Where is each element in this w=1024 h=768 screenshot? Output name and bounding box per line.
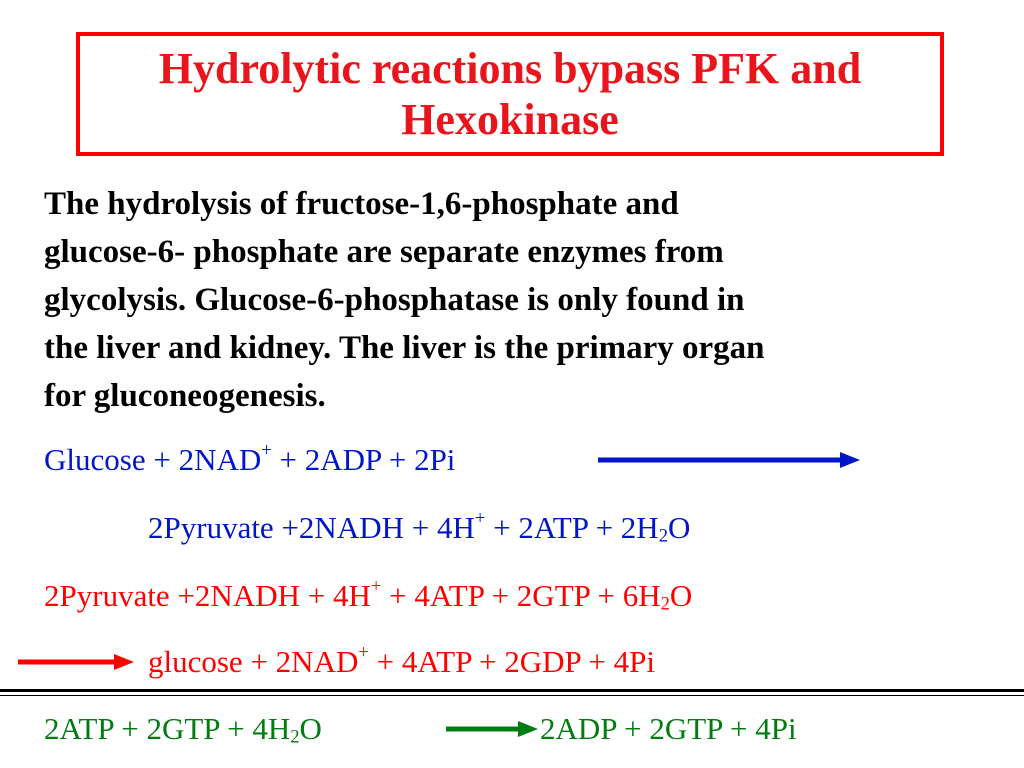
divider-line (0, 689, 1024, 692)
paragraph-line: the liver and kidney. The liver is the primary organ (44, 330, 765, 366)
paragraph-line: The hydrolysis of fructose-1,6-phosphate and (44, 186, 679, 222)
equation-text: O (668, 510, 691, 545)
equation-text: 2ATP + 2GTP + 4H (44, 711, 291, 746)
equation-text: + 2ATP + 2H (485, 510, 659, 545)
slide-title-line-1: Hydrolytic reactions bypass PFK and (158, 44, 862, 93)
subscript-number: 2 (658, 525, 668, 547)
gluconeogenesis-reactants (44, 576, 692, 616)
equation-text: + 4ATP + 2GDP + 4Pi (368, 644, 655, 679)
paragraph-line: glycolysis. Glucose-6-phosphatase is only found in (44, 282, 745, 318)
equation-text: Glucose + 2NAD (44, 442, 262, 477)
superscript-charge: + (370, 576, 382, 598)
arrow-right-icon (16, 651, 136, 673)
arrow-right-icon (596, 449, 862, 471)
equation-text: 2Pyruvate +2NADH + 4H (44, 578, 371, 613)
superscript-charge: + (261, 440, 272, 462)
arrow-right-icon (444, 718, 540, 740)
superscript-charge: + (474, 508, 486, 530)
glycolysis-products (148, 508, 690, 548)
equation-text: 2ADP + 2GTP + 4Pi (540, 711, 797, 746)
glycolysis-reactants (44, 440, 455, 480)
gluconeogenesis-products (148, 642, 655, 682)
net-reactants (44, 709, 322, 749)
equation-text: O (669, 578, 693, 613)
superscript-charge: + (358, 642, 369, 664)
paragraph-line: glucose-6- phosphate are separate enzymes from (44, 234, 724, 270)
equation-text: + 2ADP + 2Pi (271, 442, 456, 477)
body-paragraph (44, 180, 944, 420)
net-products (540, 709, 797, 749)
subscript-number: 2 (660, 593, 670, 615)
divider-line (0, 695, 1024, 696)
slide-title-line-2: Hexokinase (401, 95, 619, 144)
equation-text: + 4ATP + 2GTP + 6H (381, 578, 661, 613)
slide-title-box (76, 32, 944, 156)
paragraph-line: for gluconeogenesis. (44, 378, 326, 414)
equation-text: glucose + 2NAD (148, 644, 359, 679)
subscript-number: 2 (290, 726, 300, 748)
equation-text: O (299, 711, 322, 746)
equation-text: 2Pyruvate +2NADH + 4H (148, 510, 475, 545)
